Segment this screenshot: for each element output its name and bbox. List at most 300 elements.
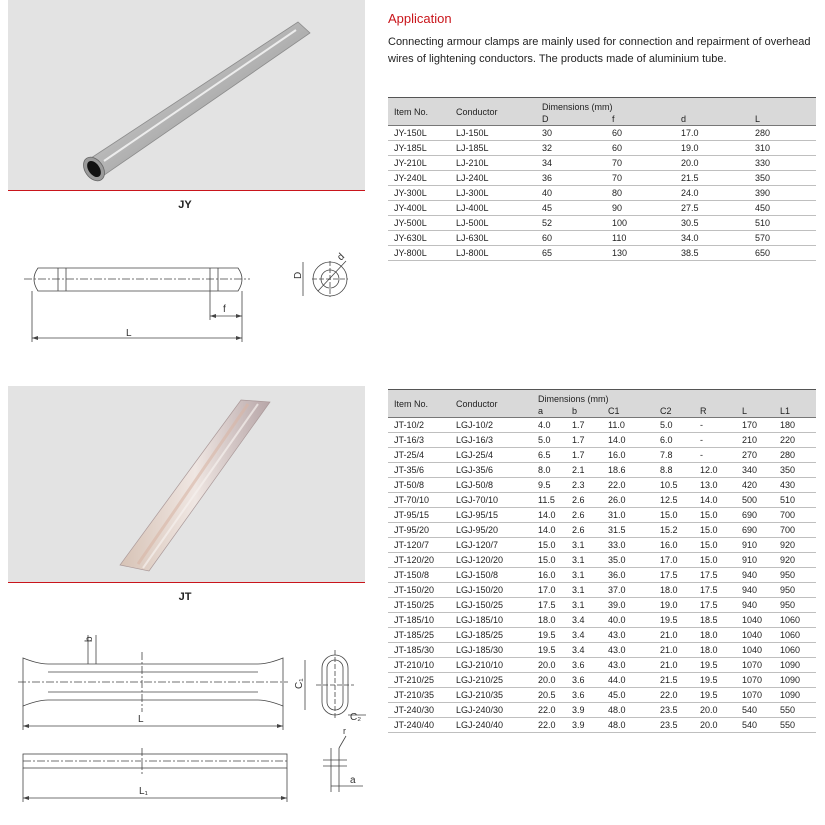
table-cell: LGJ-120/7 bbox=[450, 538, 532, 553]
table-cell: LGJ-10/2 bbox=[450, 418, 532, 433]
table-cell: LJ-630L bbox=[450, 231, 536, 246]
table-cell: 550 bbox=[774, 703, 816, 718]
table-cell: 14.0 bbox=[602, 433, 654, 448]
table-cell: 3.1 bbox=[566, 553, 602, 568]
table-cell: 90 bbox=[606, 201, 675, 216]
table-cell: 18.0 bbox=[694, 643, 736, 658]
table-cell: LGJ-95/20 bbox=[450, 523, 532, 538]
jy-label-D: D bbox=[293, 271, 304, 279]
table-cell: 15.2 bbox=[654, 523, 694, 538]
table-cell: 19.5 bbox=[694, 673, 736, 688]
table-cell: 17.5 bbox=[694, 583, 736, 598]
table-cell: 24.0 bbox=[675, 186, 749, 201]
table-cell: JT-240/40 bbox=[388, 718, 450, 733]
table-cell: 3.1 bbox=[566, 598, 602, 613]
table-cell: 26.0 bbox=[602, 493, 654, 508]
table-cell: 170 bbox=[736, 418, 774, 433]
table-cell: 700 bbox=[774, 523, 816, 538]
jt-model-label: JT bbox=[178, 591, 192, 603]
table-cell: 2.6 bbox=[566, 493, 602, 508]
table-cell: 390 bbox=[749, 186, 816, 201]
table-cell: LGJ-25/4 bbox=[450, 448, 532, 463]
table-cell: 16.0 bbox=[602, 448, 654, 463]
table-cell: 1070 bbox=[736, 658, 774, 673]
table-cell: 1040 bbox=[736, 643, 774, 658]
table-cell: 22.0 bbox=[602, 478, 654, 493]
jt-col-item: Item No. bbox=[388, 390, 450, 418]
jt-photo-panel bbox=[8, 386, 365, 582]
table-cell: JT-150/20 bbox=[388, 583, 450, 598]
table-cell: JY-400L bbox=[388, 201, 450, 216]
table-cell: JT-10/2 bbox=[388, 418, 450, 433]
table-cell: 510 bbox=[749, 216, 816, 231]
table-cell: 280 bbox=[749, 126, 816, 141]
table-cell: 38.5 bbox=[675, 246, 749, 261]
table-cell: 22.0 bbox=[532, 718, 566, 733]
table-cell: 11.5 bbox=[532, 493, 566, 508]
jt-product-image bbox=[8, 386, 365, 582]
application-text: Connecting armour clamps are mainly used for connection and repairment of overhead wires of lightening conductors. The products made of aluminium tube. bbox=[388, 36, 811, 65]
table-cell: LJ-240L bbox=[450, 171, 536, 186]
table-cell: 70 bbox=[606, 156, 675, 171]
table-cell: JY-185L bbox=[388, 141, 450, 156]
table-row bbox=[388, 231, 816, 246]
table-cell: 35.0 bbox=[602, 553, 654, 568]
jt-label-a: a bbox=[350, 775, 356, 786]
table-cell: 21.0 bbox=[654, 643, 694, 658]
table-cell: 3.9 bbox=[566, 703, 602, 718]
table-cell: JT-95/20 bbox=[388, 523, 450, 538]
table-cell: 14.0 bbox=[532, 508, 566, 523]
table-cell: 500 bbox=[736, 493, 774, 508]
table-cell: 350 bbox=[774, 463, 816, 478]
table-cell: JT-70/10 bbox=[388, 493, 450, 508]
table-cell: 8.0 bbox=[532, 463, 566, 478]
jt-label-b: b bbox=[84, 636, 95, 642]
table-cell: 920 bbox=[774, 538, 816, 553]
table-cell: 20.0 bbox=[694, 703, 736, 718]
table-cell: 1060 bbox=[774, 628, 816, 643]
table-cell: 19.5 bbox=[694, 658, 736, 673]
table-cell: 18.5 bbox=[694, 613, 736, 628]
table-cell: LGJ-185/30 bbox=[450, 643, 532, 658]
table-cell: 36 bbox=[536, 171, 606, 186]
table-cell: JY-630L bbox=[388, 231, 450, 246]
table-cell: 13.0 bbox=[694, 478, 736, 493]
table-cell: 22.0 bbox=[654, 688, 694, 703]
table-cell: JY-300L bbox=[388, 186, 450, 201]
jt-label-C1: C₁ bbox=[294, 678, 305, 689]
jy-model-label: JY bbox=[178, 199, 192, 211]
table-cell: 280 bbox=[774, 448, 816, 463]
table-row bbox=[388, 598, 816, 613]
table-row bbox=[388, 523, 816, 538]
table-cell: 43.0 bbox=[602, 643, 654, 658]
table-cell: JT-210/10 bbox=[388, 658, 450, 673]
table-cell: JY-500L bbox=[388, 216, 450, 231]
table-cell: 2.6 bbox=[566, 523, 602, 538]
jy-col-item: Item No. bbox=[388, 98, 450, 126]
jy-subcol-d: d bbox=[675, 113, 749, 126]
jt-col-conductor: Conductor bbox=[450, 390, 532, 418]
table-cell: 950 bbox=[774, 568, 816, 583]
table-row bbox=[388, 583, 816, 598]
table-row bbox=[388, 718, 816, 733]
table-cell: 39.0 bbox=[602, 598, 654, 613]
table-cell: 350 bbox=[749, 171, 816, 186]
table-cell: LGJ-210/25 bbox=[450, 673, 532, 688]
table-cell: - bbox=[694, 448, 736, 463]
jy-side-view-outline bbox=[34, 268, 242, 291]
table-cell: 3.4 bbox=[566, 628, 602, 643]
table-cell: 8.8 bbox=[654, 463, 694, 478]
table-cell: LGJ-150/25 bbox=[450, 598, 532, 613]
table-cell: 20.5 bbox=[532, 688, 566, 703]
table-cell: 4.0 bbox=[532, 418, 566, 433]
table-cell: 1060 bbox=[774, 613, 816, 628]
table-cell: 34.0 bbox=[675, 231, 749, 246]
table-cell: 3.6 bbox=[566, 673, 602, 688]
table-row bbox=[388, 553, 816, 568]
table-cell: LGJ-50/8 bbox=[450, 478, 532, 493]
table-cell: 19.5 bbox=[694, 688, 736, 703]
jt-label-L1: L₁ bbox=[139, 786, 148, 797]
table-cell: 27.5 bbox=[675, 201, 749, 216]
table-cell: JT-185/10 bbox=[388, 613, 450, 628]
table-cell: 22.0 bbox=[532, 703, 566, 718]
jy-photo-panel bbox=[8, 0, 365, 190]
table-cell: 330 bbox=[749, 156, 816, 171]
table-cell: 5.0 bbox=[532, 433, 566, 448]
table-cell: 18.0 bbox=[654, 583, 694, 598]
table-cell: 18.6 bbox=[602, 463, 654, 478]
jy-label-d: d bbox=[335, 251, 348, 264]
table-cell: 20.0 bbox=[532, 658, 566, 673]
jy-red-rule bbox=[8, 190, 365, 191]
table-cell: LGJ-35/6 bbox=[450, 463, 532, 478]
table-cell: JT-185/30 bbox=[388, 643, 450, 658]
jt-col-dimensions: Dimensions (mm) bbox=[532, 390, 816, 406]
jy-product-image bbox=[8, 0, 365, 190]
table-cell: 1090 bbox=[774, 688, 816, 703]
table-cell: 310 bbox=[749, 141, 816, 156]
table-cell: 3.9 bbox=[566, 718, 602, 733]
table-cell: 1040 bbox=[736, 613, 774, 628]
table-cell: 16.0 bbox=[532, 568, 566, 583]
table-cell: 940 bbox=[736, 568, 774, 583]
table-cell: JY-150L bbox=[388, 126, 450, 141]
table-cell: LGJ-210/35 bbox=[450, 688, 532, 703]
table-cell: 1.7 bbox=[566, 433, 602, 448]
table-cell: LGJ-210/10 bbox=[450, 658, 532, 673]
table-cell: 21.5 bbox=[654, 673, 694, 688]
table-cell: LGJ-185/25 bbox=[450, 628, 532, 643]
table-cell: 34 bbox=[536, 156, 606, 171]
table-row bbox=[388, 216, 816, 231]
table-cell: JT-50/8 bbox=[388, 478, 450, 493]
table-cell: 40 bbox=[536, 186, 606, 201]
table-row bbox=[388, 433, 816, 448]
table-cell: LGJ-16/3 bbox=[450, 433, 532, 448]
jt-label-L: L bbox=[138, 714, 144, 725]
table-cell: LJ-150L bbox=[450, 126, 536, 141]
table-cell: 17.5 bbox=[694, 598, 736, 613]
table-cell: 650 bbox=[749, 246, 816, 261]
table-cell: LGJ-240/30 bbox=[450, 703, 532, 718]
jy-spec-table bbox=[388, 97, 816, 261]
table-cell: 5.0 bbox=[654, 418, 694, 433]
table-cell: 18.0 bbox=[532, 613, 566, 628]
table-cell: LJ-300L bbox=[450, 186, 536, 201]
table-cell: 950 bbox=[774, 598, 816, 613]
table-row bbox=[388, 688, 816, 703]
table-cell: 15.0 bbox=[694, 553, 736, 568]
table-row bbox=[388, 508, 816, 523]
table-cell: 450 bbox=[749, 201, 816, 216]
table-cell: 920 bbox=[774, 553, 816, 568]
table-cell: JY-240L bbox=[388, 171, 450, 186]
table-cell: 32 bbox=[536, 141, 606, 156]
table-cell: 17.5 bbox=[694, 568, 736, 583]
table-row bbox=[388, 568, 816, 583]
table-cell: 510 bbox=[774, 493, 816, 508]
table-cell: 2.6 bbox=[566, 508, 602, 523]
table-cell: 21.0 bbox=[654, 658, 694, 673]
table-row bbox=[388, 703, 816, 718]
jy-subcol-f: f bbox=[606, 113, 675, 126]
table-cell: 19.5 bbox=[654, 613, 694, 628]
table-cell: 940 bbox=[736, 583, 774, 598]
table-cell: 2.3 bbox=[566, 478, 602, 493]
table-row bbox=[388, 246, 816, 261]
table-cell: 430 bbox=[774, 478, 816, 493]
table-cell: 16.0 bbox=[654, 538, 694, 553]
table-cell: JT-95/15 bbox=[388, 508, 450, 523]
table-cell: JT-150/8 bbox=[388, 568, 450, 583]
table-row bbox=[388, 658, 816, 673]
application-title: Application bbox=[388, 11, 452, 26]
jt-subcol-l: L bbox=[736, 405, 774, 418]
table-cell: 100 bbox=[606, 216, 675, 231]
table-cell: JT-210/25 bbox=[388, 673, 450, 688]
table-row bbox=[388, 463, 816, 478]
table-cell: 19.5 bbox=[532, 628, 566, 643]
table-cell: 12.5 bbox=[654, 493, 694, 508]
jt-subcol-a: a bbox=[532, 405, 566, 418]
table-cell: 31.0 bbox=[602, 508, 654, 523]
table-cell: 43.0 bbox=[602, 628, 654, 643]
table-cell: 420 bbox=[736, 478, 774, 493]
table-cell: 130 bbox=[606, 246, 675, 261]
table-row bbox=[388, 493, 816, 508]
jy-subcol-d: D bbox=[536, 113, 606, 126]
jt-subcol-c2: C2 bbox=[654, 405, 694, 418]
table-cell: 17.5 bbox=[654, 568, 694, 583]
table-cell: LJ-210L bbox=[450, 156, 536, 171]
table-cell: 20.0 bbox=[694, 718, 736, 733]
table-cell: 18.0 bbox=[694, 628, 736, 643]
table-cell: 9.5 bbox=[532, 478, 566, 493]
jt-subcol-b: b bbox=[566, 405, 602, 418]
table-cell: JT-16/3 bbox=[388, 433, 450, 448]
table-cell: 15.0 bbox=[694, 508, 736, 523]
table-cell: 540 bbox=[736, 718, 774, 733]
table-cell: 21.5 bbox=[675, 171, 749, 186]
jy-label-f: f bbox=[223, 304, 226, 315]
table-cell: 110 bbox=[606, 231, 675, 246]
table-cell: JT-25/4 bbox=[388, 448, 450, 463]
table-cell: 550 bbox=[774, 718, 816, 733]
table-cell: 3.4 bbox=[566, 643, 602, 658]
table-row bbox=[388, 628, 816, 643]
table-cell: 48.0 bbox=[602, 718, 654, 733]
table-cell: 40.0 bbox=[602, 613, 654, 628]
table-cell: 21.0 bbox=[654, 628, 694, 643]
table-row bbox=[388, 156, 816, 171]
table-cell: JY-800L bbox=[388, 246, 450, 261]
table-cell: 12.0 bbox=[694, 463, 736, 478]
jt-red-rule bbox=[8, 582, 365, 583]
table-cell: 31.5 bbox=[602, 523, 654, 538]
jt-spec-table bbox=[388, 389, 816, 733]
jy-label-L: L bbox=[126, 328, 132, 339]
table-cell: 910 bbox=[736, 538, 774, 553]
table-cell: 3.6 bbox=[566, 658, 602, 673]
table-cell: 15.0 bbox=[532, 553, 566, 568]
table-cell: 910 bbox=[736, 553, 774, 568]
table-cell: 60 bbox=[536, 231, 606, 246]
table-cell: LJ-185L bbox=[450, 141, 536, 156]
table-cell: 17.0 bbox=[532, 583, 566, 598]
jt-drawing bbox=[18, 630, 368, 805]
table-cell: 7.8 bbox=[654, 448, 694, 463]
table-cell: 14.0 bbox=[532, 523, 566, 538]
table-cell: 3.6 bbox=[566, 688, 602, 703]
table-cell: 15.0 bbox=[694, 523, 736, 538]
table-row bbox=[388, 186, 816, 201]
table-cell: 44.0 bbox=[602, 673, 654, 688]
table-cell: 19.0 bbox=[675, 141, 749, 156]
table-cell: 3.1 bbox=[566, 583, 602, 598]
jt-subcol-l1: L1 bbox=[774, 405, 816, 418]
table-cell: 52 bbox=[536, 216, 606, 231]
table-cell: 1.7 bbox=[566, 418, 602, 433]
table-row bbox=[388, 478, 816, 493]
table-cell: 1040 bbox=[736, 628, 774, 643]
table-cell: 17.0 bbox=[654, 553, 694, 568]
table-row bbox=[388, 201, 816, 216]
table-cell: 950 bbox=[774, 583, 816, 598]
table-cell: 19.0 bbox=[654, 598, 694, 613]
table-cell: 17.5 bbox=[532, 598, 566, 613]
table-cell: 700 bbox=[774, 508, 816, 523]
jt-subcol-c1: C1 bbox=[602, 405, 654, 418]
table-cell: 45.0 bbox=[602, 688, 654, 703]
table-cell: LGJ-95/15 bbox=[450, 508, 532, 523]
table-cell: LJ-500L bbox=[450, 216, 536, 231]
table-cell: 210 bbox=[736, 433, 774, 448]
table-cell: 14.0 bbox=[694, 493, 736, 508]
table-cell: 3.1 bbox=[566, 568, 602, 583]
table-cell: LJ-800L bbox=[450, 246, 536, 261]
table-cell: LGJ-120/20 bbox=[450, 553, 532, 568]
table-cell: 60 bbox=[606, 126, 675, 141]
table-cell: LGJ-185/10 bbox=[450, 613, 532, 628]
table-cell: 19.5 bbox=[532, 643, 566, 658]
table-cell: 60 bbox=[606, 141, 675, 156]
table-row bbox=[388, 448, 816, 463]
table-row bbox=[388, 673, 816, 688]
table-cell: 33.0 bbox=[602, 538, 654, 553]
table-cell: LGJ-150/8 bbox=[450, 568, 532, 583]
table-cell: 20.0 bbox=[532, 673, 566, 688]
table-cell: LJ-400L bbox=[450, 201, 536, 216]
table-cell: 15.0 bbox=[694, 538, 736, 553]
table-cell: LGJ-150/20 bbox=[450, 583, 532, 598]
jt-label-C2: C₂ bbox=[350, 712, 362, 723]
table-cell: 6.5 bbox=[532, 448, 566, 463]
jt-subcol-r: R bbox=[694, 405, 736, 418]
table-cell: 36.0 bbox=[602, 568, 654, 583]
table-row bbox=[388, 538, 816, 553]
table-cell: 70 bbox=[606, 171, 675, 186]
table-cell: LGJ-240/40 bbox=[450, 718, 532, 733]
table-cell: JT-210/35 bbox=[388, 688, 450, 703]
table-cell: 540 bbox=[736, 703, 774, 718]
table-cell: 1.7 bbox=[566, 448, 602, 463]
table-cell: - bbox=[694, 433, 736, 448]
table-cell: 1090 bbox=[774, 673, 816, 688]
table-row bbox=[388, 171, 816, 186]
table-cell: JT-150/25 bbox=[388, 598, 450, 613]
table-cell: 10.5 bbox=[654, 478, 694, 493]
table-cell: 690 bbox=[736, 523, 774, 538]
table-cell: 37.0 bbox=[602, 583, 654, 598]
table-cell: 48.0 bbox=[602, 703, 654, 718]
table-cell: JT-120/7 bbox=[388, 538, 450, 553]
table-cell: 1070 bbox=[736, 673, 774, 688]
jy-drawing bbox=[20, 250, 365, 350]
table-cell: 3.4 bbox=[566, 613, 602, 628]
jy-col-dimensions: Dimensions (mm) bbox=[536, 98, 816, 114]
table-cell: 11.0 bbox=[602, 418, 654, 433]
table-row bbox=[388, 141, 816, 156]
table-cell: 80 bbox=[606, 186, 675, 201]
table-cell: 23.5 bbox=[654, 703, 694, 718]
table-cell: JT-240/30 bbox=[388, 703, 450, 718]
table-cell: 340 bbox=[736, 463, 774, 478]
table-cell: 1070 bbox=[736, 688, 774, 703]
table-cell: 3.1 bbox=[566, 538, 602, 553]
table-cell: 220 bbox=[774, 433, 816, 448]
jy-subcol-l: L bbox=[749, 113, 816, 126]
table-cell: 30.5 bbox=[675, 216, 749, 231]
table-cell: 2.1 bbox=[566, 463, 602, 478]
table-cell: 270 bbox=[736, 448, 774, 463]
table-cell: 17.0 bbox=[675, 126, 749, 141]
table-cell: JT-35/6 bbox=[388, 463, 450, 478]
table-cell: JY-210L bbox=[388, 156, 450, 171]
table-cell: JT-185/25 bbox=[388, 628, 450, 643]
table-cell: 43.0 bbox=[602, 658, 654, 673]
table-cell: 1090 bbox=[774, 658, 816, 673]
table-cell: 65 bbox=[536, 246, 606, 261]
table-cell: 570 bbox=[749, 231, 816, 246]
table-cell: 23.5 bbox=[654, 718, 694, 733]
table-cell: LGJ-70/10 bbox=[450, 493, 532, 508]
table-cell: 30 bbox=[536, 126, 606, 141]
table-row bbox=[388, 418, 816, 433]
